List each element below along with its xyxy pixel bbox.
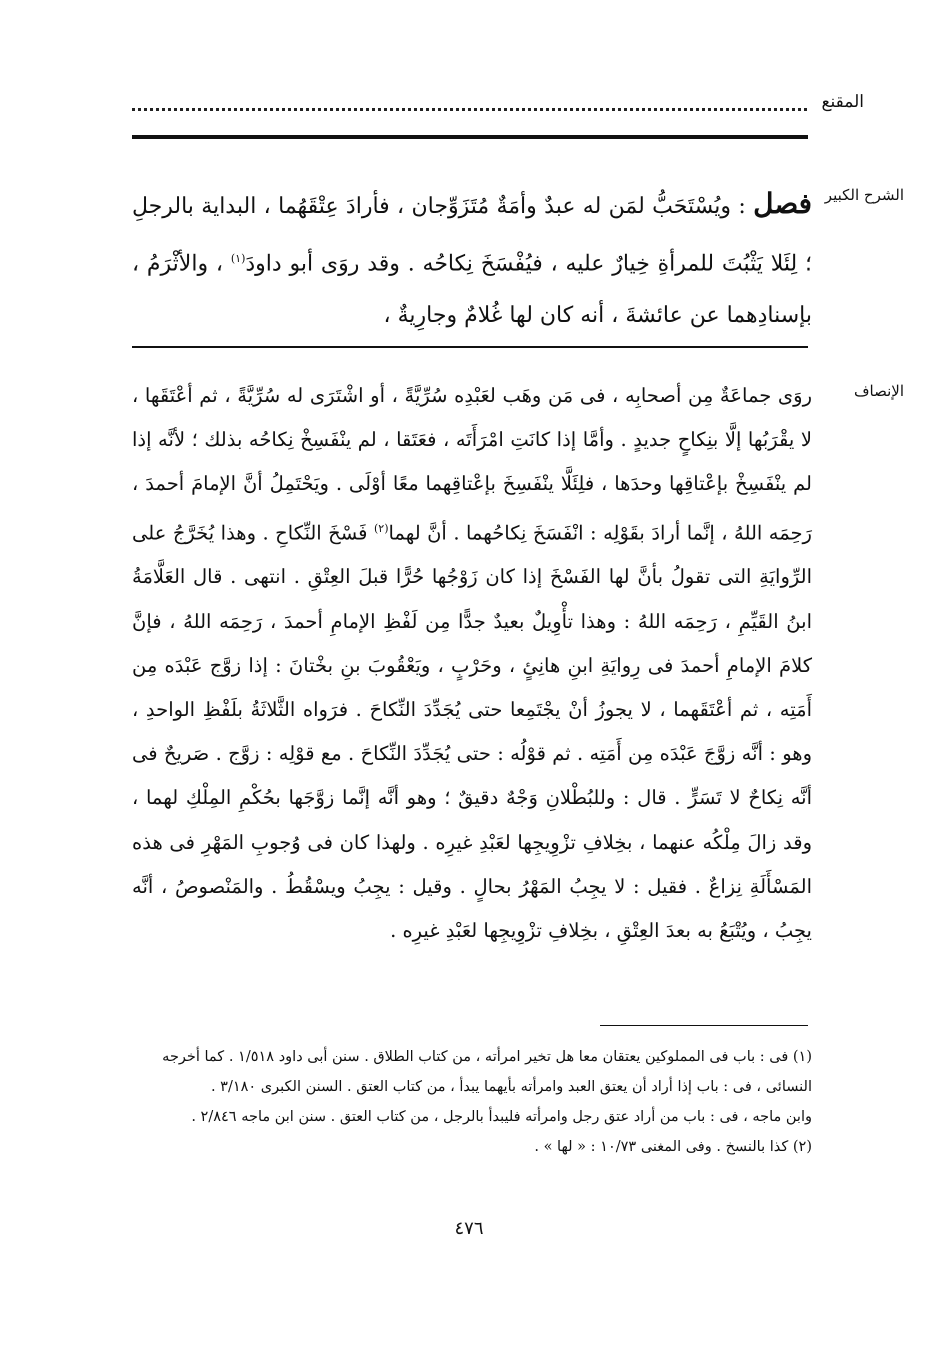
- side-label-sharh: الشرح الكبير: [824, 186, 904, 204]
- sharh-text-block: [132, 178, 812, 342]
- footnote-separator: [600, 1025, 808, 1026]
- side-label-insaf: الإنصاف: [853, 382, 904, 400]
- page-number: ٤٧٦: [454, 1218, 484, 1239]
- running-header-title: المقنع: [821, 92, 864, 112]
- insaf-text: روَى جماعَةٌ مِن أصحابِه ، فى مَن وهَب لعَبْدِه سُرِّيَّةً ، أو اشْتَرَى له سُرِّيَّةً ، ثم أعْتَقَها ، لا يقْرَبُها إلَّا بنِكاحٍ جديدٍ . وأمَّا إذا كانَتِ امْرَأَتَه ، فعَتَقا ، لم ينْفَسِخْ نِكاحُه بذلك ؛ لأنَّه إذا لم ينْفَسِخْ بإعْتاقِها وحدَها ، فلِئَلَّا ينْفَسِخَ بإعْتاقِهما معًا أوْلَى . ويَحْتَمِلُ أنَّ الإمامَ أحمدَ ، رَحِمَه اللهُ ، إنَّما أرادَ بقَوْلِه : انْفَسَخَ نِكاحُهما . أنَّ لهما: [132, 384, 812, 545]
- section-divider-rule: [132, 346, 808, 348]
- section-heading-fasl: فصل: [753, 187, 812, 220]
- footnotes-block: [132, 1042, 812, 1162]
- sharh-text-continued: ، والأثْرَمُ ، بإسنادِهما عن عائشةَ ، أنه كان لها غُلامٌ وجارِيةٌ ،: [132, 251, 812, 329]
- footnote-ref-1[interactable]: (١): [230, 252, 246, 265]
- insaf-text-block: [132, 374, 812, 953]
- footnote-line: (٢) كذا بالنسخ . وفى المغنى ١٠/٧٣ : « لها » .: [534, 1139, 812, 1155]
- footnote-ref-2[interactable]: (٢): [373, 521, 389, 535]
- footnote-line: النسائى ، فى : باب إذا أراد أن يعتق العبد وامرأته بأيهما يبدأ ، من كتاب العتق . السنن الكبرى ٣/١٨٠ .: [210, 1079, 812, 1095]
- header-rule: [132, 135, 808, 139]
- footnote-line: (١) فى : باب فى المملوكين يعتقان معا هل تخير امرأته ، من كتاب الطلاق . سنن أبى داود ١/٥١٨ . كما أخرجه: [162, 1049, 812, 1065]
- footnote-line: وابن ماجه ، فى : باب من أراد عتق رجل وامرأته فليبدأ بالرجل ، من كتاب العتق . سنن ابن ماجه ٢/٨٤٦ .: [191, 1109, 812, 1125]
- sharh-text: : ويُسْتَحَبُّ لمَن له عبدٌ وأمَةٌ مُتَزَوِّجان ، فأرادَ عِتْقَهُما ، البداية بالرجلِ ؛ لِئَلا يَثْبُتَ للمرأةِ خِيارٌ عليه ، فيُفْسَخَ نِكاحُه . وقد روَى أبو داودَ: [132, 194, 813, 277]
- header-dotted-leader: [132, 96, 807, 111]
- insaf-text-continued: فَسْخَ النِّكاحِ . وهذا يُخَرَّجُ على الرِّوايَةِ التى تقولُ بأنَّ لها الفَسْخَ إذا كان زَوْجُها حُرًّا قبلَ العِتْقِ . انتهى . قال العَلَّامَةُ ابنُ القَيِّمِ ، رَحِمَه اللهُ : وهذا تأْوِيلٌ بعيدٌ جدًّا مِن لَفْظِ الإمامِ أحمدَ ، رَحِمَه اللهُ ، فإنَّ كلامَ الإمامِ أحمدَ فى رِوايَةِ ابنِ هانِئٍ ، وحَرْبٍ ، ويَعْقُوبَ بنِ بخْتانَ : إذا زوَّج عَبْدَه مِن أَمَتِه ، ثم أعْتَقَهما ، لا يجوزُ أنْ يجْتَمِعا حتى يُجَدِّدَ النِّكاحَ . فرَواه الثَّلاثَةُ بلَفْظِ الواحدِ ، وهو : أنَّه زوَّجَ عَبْدَه مِن أَمَتِه . ثم قوْلُه : حتى يُجَدِّدَ النِّكاحَ . مع قوْلِه : زوَّج . صَريحٌ فى أنَّه نِكاحٌ لا تَسَرٍّ . قال : وللبُطْلانِ وَجْهٌ دقيقٌ ؛ وهو أنَّه إنَّما زوَّجَها بحُكْمِ المِلْكِ لهما ، وقد زالَ مِلْكُه عنهما ، بخِلافِ تزْوِيجِها لعَبْدِ غيرِه . ولهذا كان فى وُجوبِ المَهْرِ فى هذه المَسْأَلَةِ نِزاعٌ . فقيل : لا يجِبُ المَهْرُ بحالٍ . وقيل : يجِبُ ويسْقُطُ . والمَنْصوصُ ، أنَّه يجِبُ ، ويُتْبَعُ به بعدَ العِتْقِ ، بخِلافِ تزْوِيجِها لعَبْدِ غيرِه .: [132, 521, 812, 942]
